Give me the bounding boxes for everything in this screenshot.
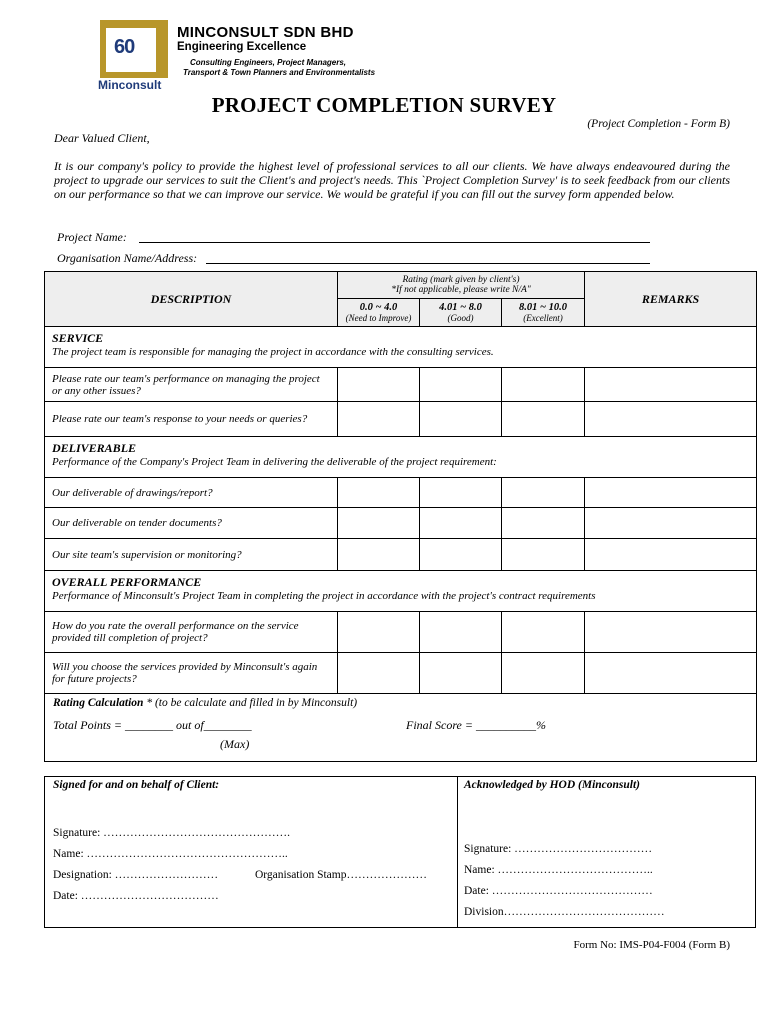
rating-label: (Need to Improve): [345, 312, 412, 323]
form-number: Form No: IMS-P04-F004 (Form B): [573, 939, 730, 951]
logo-wordmark: Minconsult: [98, 78, 162, 92]
rating-cell[interactable]: [502, 612, 585, 653]
section-title: OVERALL PERFORMANCE: [52, 575, 202, 589]
rating-cell[interactable]: [338, 539, 420, 571]
rating-cell[interactable]: [338, 612, 420, 653]
salutation: Dear Valued Client,: [54, 131, 150, 145]
rating-cell[interactable]: [502, 508, 585, 539]
company-name: MINCONSULT SDN BHD: [177, 24, 354, 41]
rating-cell[interactable]: [502, 402, 585, 437]
remarks-cell[interactable]: [585, 539, 757, 571]
client-date-field[interactable]: Date: ………………………………: [53, 890, 219, 902]
rating-header-line1: Rating (mark given by client's): [402, 275, 520, 285]
rating-label: (Good): [447, 312, 474, 323]
section-overall-performance: [45, 571, 757, 612]
remarks-cell[interactable]: [585, 368, 757, 402]
rating-cell[interactable]: [420, 368, 502, 402]
company-tagline: Engineering Excellence: [177, 41, 307, 53]
question-cell: How do you rate the overall performance on the service provided till completion of project?: [45, 612, 338, 653]
section-desc: Performance of the Company's Project Team in delivering the deliverable of the project requirement:: [52, 456, 497, 468]
project-name-field[interactable]: [139, 242, 650, 243]
company-services-line1: Consulting Engineers, Project Managers,: [190, 58, 347, 67]
hod-signature-field[interactable]: Signature: ………………………………: [464, 843, 653, 855]
rating-col-good: [420, 299, 502, 327]
rating-header-line2: *If not applicable, please write N/A": [391, 285, 531, 295]
rating-header: [338, 272, 585, 299]
remarks-cell[interactable]: [585, 478, 757, 508]
organisation-field[interactable]: [206, 263, 650, 264]
client-name-field[interactable]: Name: ……………………………………………..: [53, 848, 288, 860]
rating-cell[interactable]: [502, 653, 585, 694]
section-deliverable: [45, 437, 757, 478]
rating-calc-note: * (to be calculate and filled in by Minconsult): [146, 697, 358, 709]
organisation-label: Organisation Name/Address:: [57, 251, 198, 265]
survey-table: [44, 271, 757, 762]
hod-name-field[interactable]: Name: …………………………………..: [464, 864, 653, 876]
rating-cell[interactable]: [502, 368, 585, 402]
question-cell: Please rate our team's response to your needs or queries?: [45, 402, 338, 437]
remarks-header: REMARKS: [585, 272, 757, 327]
rating-cell[interactable]: [338, 478, 420, 508]
rating-cell[interactable]: [338, 508, 420, 539]
rating-range: 4.01 ~ 8.0: [439, 301, 482, 313]
organisation-stamp-field[interactable]: Organisation Stamp…………………: [255, 869, 427, 881]
rating-range: 0.0 ~ 4.0: [359, 301, 398, 313]
final-score[interactable]: Final Score = __________%: [406, 718, 546, 732]
question-cell: Our deliverable on tender documents?: [45, 508, 338, 539]
section-desc: Performance of Minconsult's Project Team in completing the project in accordance with the project's contract requirements: [52, 590, 596, 602]
rating-cell[interactable]: [420, 478, 502, 508]
remarks-cell[interactable]: [585, 653, 757, 694]
rating-calculation: [45, 694, 757, 762]
remarks-cell[interactable]: [585, 508, 757, 539]
rating-range: 8.01 ~ 10.0: [519, 301, 567, 313]
remarks-cell[interactable]: [585, 402, 757, 437]
remarks-cell[interactable]: [585, 612, 757, 653]
rating-calc-line: [53, 697, 357, 709]
rating-cell[interactable]: [420, 402, 502, 437]
rating-cell[interactable]: [338, 402, 420, 437]
hod-date-field[interactable]: Date: ……………………………………: [464, 885, 653, 897]
rating-cell[interactable]: [420, 612, 502, 653]
question-cell: Please rate our team's performance on managing the project or any other issues?: [45, 368, 338, 402]
project-name-label: Project Name:: [57, 230, 127, 244]
form-reference: (Project Completion - Form B): [587, 118, 730, 130]
rating-cell[interactable]: [338, 368, 420, 402]
hod-division-field[interactable]: Division……………………………………: [464, 906, 665, 918]
total-points[interactable]: Total Points = ________ out of________: [53, 718, 252, 732]
rating-col-need-to-improve: [338, 299, 420, 327]
intro-paragraph: It is our company's policy to provide the highest level of professional services to all our clients. We have always endeavoured during the project to upgrade our services to suit the Client's and project's needs. This `Project Completion Survey' is to seek feedback from our clients on our performance so that we can improve our service. We would be grateful if you can fill out the survey form appended below.: [54, 159, 730, 201]
client-signature-heading: Signed for and on behalf of Client:: [53, 779, 220, 791]
signature-block: [44, 776, 756, 928]
hod-signature-heading: Acknowledged by HOD (Minconsult): [464, 779, 641, 791]
signature-divider: [457, 777, 458, 927]
client-designation-field[interactable]: Designation: ………………………: [53, 869, 219, 881]
section-service: [45, 327, 757, 368]
question-cell: Will you choose the services provided by Minconsult's again for future projects?: [45, 653, 338, 694]
question-cell: Our deliverable of drawings/report?: [45, 478, 338, 508]
rating-calc-title: Rating Calculation: [53, 697, 144, 709]
company-services-line2: Transport & Town Planners and Environmentalists: [183, 68, 376, 77]
client-signature-field[interactable]: Signature: ………………………………………….: [53, 827, 291, 839]
rating-cell[interactable]: [420, 539, 502, 571]
page-title: PROJECT COMPLETION SURVEY: [211, 93, 557, 117]
rating-col-excellent: [502, 299, 585, 327]
description-header: DESCRIPTION: [45, 272, 338, 327]
section-desc: The project team is responsible for managing the project in accordance with the consulting services.: [52, 346, 494, 358]
max-label: (Max): [220, 737, 250, 751]
rating-cell[interactable]: [420, 508, 502, 539]
rating-label: (Excellent): [523, 312, 563, 323]
section-title: DELIVERABLE: [52, 441, 137, 455]
question-cell: Our site team's supervision or monitoring?: [45, 539, 338, 571]
logo-number: 60: [114, 36, 135, 58]
rating-cell[interactable]: [420, 653, 502, 694]
rating-cell[interactable]: [338, 653, 420, 694]
rating-cell[interactable]: [502, 478, 585, 508]
rating-cell[interactable]: [502, 539, 585, 571]
section-title: SERVICE: [52, 331, 104, 345]
